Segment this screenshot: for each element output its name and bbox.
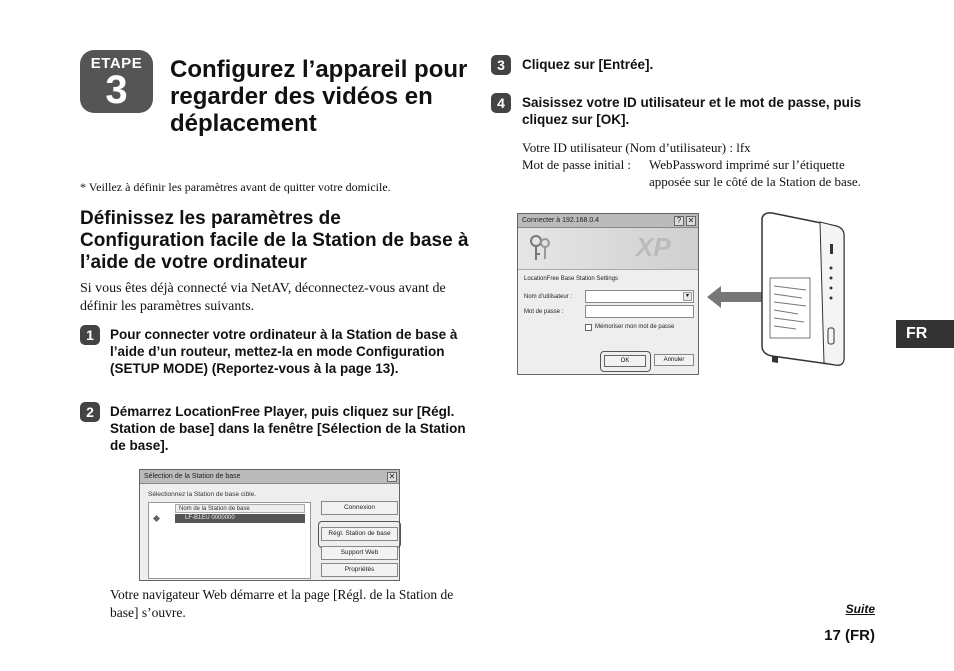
etape-badge [80,50,153,113]
username-label: Nom d’utilisateur : [524,294,573,300]
remember-checkbox[interactable] [585,324,592,331]
password-field-label: Mot de passe : [524,309,564,315]
page-title: Configurez l’appareil pour regarder des vidéos en déplacement [170,56,468,137]
remember-label: Mémoriser mon mot de passe [595,324,675,330]
close-icon[interactable]: ✕ [388,472,396,481]
page-number: 17 (FR) [824,627,875,644]
language-tab: FR [896,320,954,348]
step-2-result: Votre navigateur Web démarre et la page [Régl. de la Station de base] s’ouvre. [110,587,454,620]
login-dialog [517,213,699,375]
step-2-number: 2 [80,402,100,422]
step-3-text: Cliquez sur [Entrée]. [522,57,654,72]
etape-label: ETAPE [90,55,143,72]
login-title: Connecter à 192.168.0.4 [522,217,600,224]
cancel-button[interactable]: Annuler [654,354,694,366]
ok-button[interactable]: OK [604,355,646,367]
station-list-row[interactable]: LF-B1EU 0000000 [175,514,305,523]
step-1-text: Pour connecter votre ordinateur à la Station de base à l’aide d’un routeur, mettez-la en mode Configuration (SETUP MODE) (Reportez-vous à la page 13). [110,327,458,376]
help-icon[interactable]: ? [674,216,684,226]
watermark-logo-icon: XP [636,232,671,262]
password-value: WebPassword imprimé sur l’étiquette apposée sur le côté de la Station de base. [649,157,861,189]
station-list-column-header[interactable]: Nom de la Station de base [175,504,305,513]
login-banner [518,228,698,270]
station-select-dialog [139,469,400,581]
step-1-number: 1 [80,325,100,345]
regl-station-button[interactable]: Régl. Station de base [321,527,398,541]
keys-icon [528,234,552,262]
close-icon[interactable]: ✕ [687,216,695,225]
continue-label: Suite [845,602,875,616]
step-4-number: 4 [491,93,511,113]
base-station-device-icon [750,210,854,370]
section-intro: Si vous êtes déjà connecté via NetAV, déconnectez-vous avant de définir les paramètres suivants. [80,281,446,314]
station-select-instruction: Sélectionnez la Station de base cible. [148,491,257,498]
etape-number: 3 [105,68,128,112]
login-settings-title: LocationFree Base Station Settings [524,276,619,282]
proprietes-button[interactable]: Propriétés [321,563,398,577]
password-input[interactable] [585,305,694,318]
login-titlebar [518,214,698,228]
station-select-title: Sélection de la Station de base [144,473,241,480]
step-4-text: Saisissez votre ID utilisateur et le mot de passe, puis cliquez sur [OK]. [522,95,862,127]
user-id-line: Votre ID utilisateur (Nom d’utilisateur) : lfx [522,140,751,155]
selected-marker-icon [153,515,160,522]
title-note: * Veillez à définir les paramètres avant de quitter votre domicile. [80,180,391,194]
station-select-titlebar [140,470,399,484]
highlight-outline [600,351,651,372]
chevron-down-icon[interactable]: ▾ [683,292,692,301]
step-3-number: 3 [491,55,511,75]
support-web-button[interactable]: Support Web [321,546,398,560]
station-list[interactable] [148,502,311,579]
step-2-text: Démarrez LocationFree Player, puis cliquez sur [Régl. Station de base] dans la fenêtre [Sélection de la Station de base]. [110,404,466,453]
connexion-button[interactable]: Connexion [321,501,398,515]
username-input[interactable] [585,290,694,303]
password-label: Mot de passe initial : [522,157,632,172]
section-heading: Définissez les paramètres de Configuration facile de la Station de base à l’aide de votre ordinateur [80,208,469,273]
